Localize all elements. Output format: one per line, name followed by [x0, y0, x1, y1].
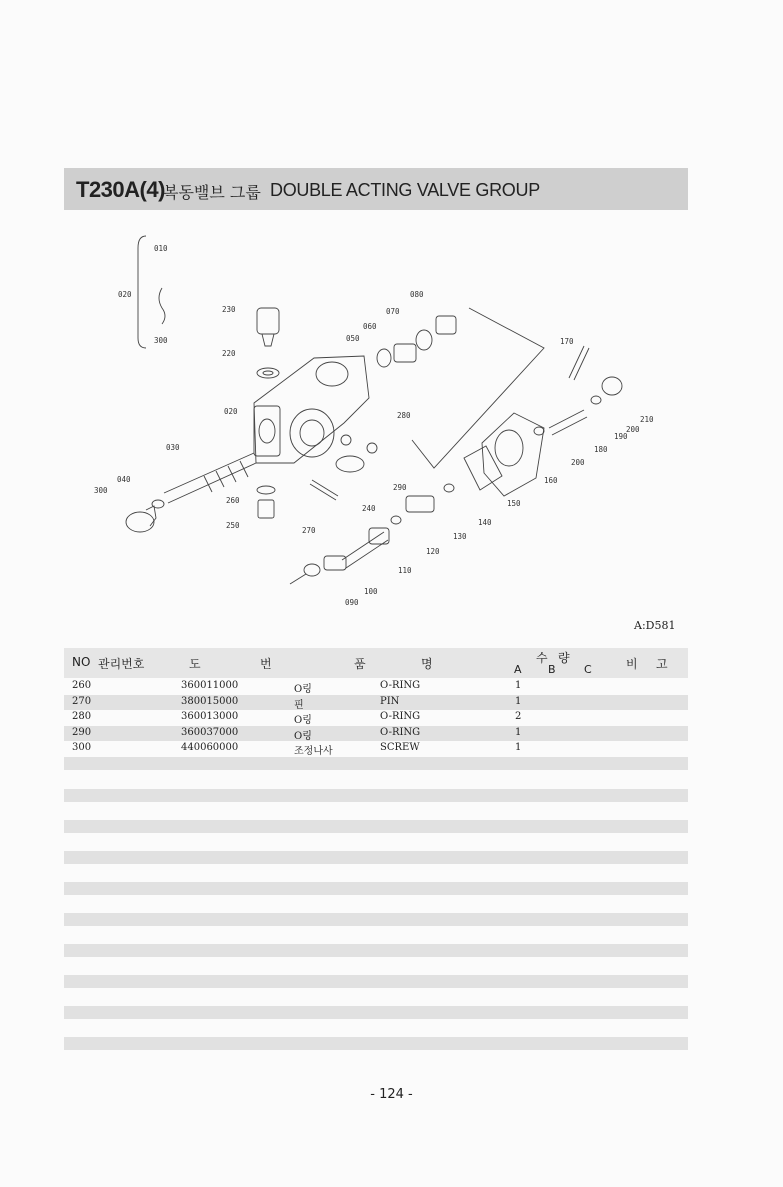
- callout-label: 180: [594, 445, 608, 454]
- cell-qty-a: 1: [515, 680, 522, 691]
- cell-no: 300: [72, 742, 92, 753]
- header-mgmt-no: 관리번호: [98, 657, 145, 671]
- exploded-parts-diagram: [84, 228, 684, 618]
- cell-no: 260: [72, 680, 92, 691]
- cell-name-kr: 핀: [294, 699, 304, 711]
- cell-qty-a: 1: [515, 695, 522, 707]
- callout-label: 190: [614, 432, 628, 441]
- callout-label: 030: [166, 443, 180, 452]
- table-row: [64, 726, 688, 742]
- callout-label: 260: [226, 496, 240, 505]
- callout-label: 020: [224, 407, 238, 416]
- cell-name-en: PIN: [380, 695, 400, 707]
- cell-drawing: 360011000: [181, 680, 239, 691]
- callout-label: 040: [117, 475, 131, 484]
- callout-label: 270: [302, 526, 316, 535]
- cell-no: 280: [72, 711, 92, 722]
- callout-label: 100: [364, 587, 378, 596]
- cell-name-kr: O링: [294, 715, 312, 726]
- cell-name-en: SCREW: [380, 742, 420, 753]
- callout-label: 200: [626, 425, 640, 434]
- callout-label: 170: [560, 337, 574, 346]
- empty-row-stripe: [64, 944, 688, 957]
- header-qty-c: C: [584, 663, 592, 676]
- empty-row-stripe: [64, 1037, 688, 1050]
- empty-row-stripe: [64, 975, 688, 988]
- header-drawing-1: 도: [189, 657, 201, 671]
- callout-label: 020: [118, 290, 132, 299]
- empty-row-stripe: [64, 1006, 688, 1019]
- section-title-english: DOUBLE ACTING VALVE GROUP: [270, 180, 540, 200]
- callout-label: 120: [426, 547, 440, 556]
- cell-qty-a: 1: [515, 726, 522, 738]
- callout-label: 050: [346, 334, 360, 343]
- drawing-reference: A:D581: [634, 619, 676, 632]
- section-code: T230A(4): [76, 177, 165, 202]
- cell-drawing: 360037000: [181, 726, 239, 738]
- cell-name-kr: O링: [294, 684, 312, 695]
- header-no: NO: [72, 655, 91, 669]
- table-row: [64, 710, 688, 726]
- section-title-korean: 복동밸브 그룹: [163, 183, 261, 202]
- page-number: - 124 -: [370, 1087, 413, 1102]
- callout-label: 250: [226, 521, 240, 530]
- cell-qty-a: 1: [515, 742, 522, 753]
- callout-label: 150: [507, 499, 521, 508]
- empty-row-stripe: [64, 913, 688, 926]
- cell-drawing: 360013000: [181, 711, 239, 722]
- empty-row-stripe: [64, 882, 688, 895]
- callout-label: 010: [154, 244, 168, 253]
- table-row: [64, 695, 688, 711]
- callout-label: 210: [640, 415, 654, 424]
- header-name-2: 명: [421, 657, 433, 671]
- callout-label: 160: [544, 476, 558, 485]
- callout-label: 230: [222, 305, 236, 314]
- callout-label: 130: [453, 532, 467, 541]
- cell-drawing: 380015000: [181, 695, 239, 707]
- callout-label: 140: [478, 518, 492, 527]
- parts-table-body: [64, 679, 688, 757]
- cell-name-en: O-RING: [380, 711, 421, 722]
- callout-label: 220: [222, 349, 236, 358]
- callout-label: 110: [398, 566, 412, 575]
- cell-name-kr: 조정나사: [294, 746, 333, 757]
- section-title-bar: [64, 168, 688, 210]
- callout-label: 060: [363, 322, 377, 331]
- callout-label: 070: [386, 307, 400, 316]
- cell-drawing: 440060000: [181, 742, 239, 753]
- empty-row-stripe: [64, 851, 688, 864]
- cell-no: 290: [72, 726, 92, 738]
- callout-label: 200: [571, 458, 585, 467]
- callout-label: 300: [94, 486, 108, 495]
- header-qty-2: 량: [558, 651, 570, 665]
- cell-name-en: O-RING: [380, 726, 421, 738]
- empty-row-stripe: [64, 789, 688, 802]
- callout-label: 290: [393, 483, 407, 492]
- callout-label: 080: [410, 290, 424, 299]
- callout-label: 300: [154, 336, 168, 345]
- callout-label: 240: [362, 504, 376, 513]
- header-qty-1: 수: [536, 651, 548, 665]
- cell-qty-a: 2: [515, 711, 522, 722]
- header-qty-b: B: [548, 663, 556, 676]
- header-remarks-1: 비: [626, 657, 638, 671]
- header-qty-a: A: [514, 663, 522, 676]
- cell-name-kr: O링: [294, 730, 312, 742]
- table-row: [64, 741, 688, 757]
- callout-label: 280: [397, 411, 411, 420]
- header-name-1: 품: [354, 657, 366, 671]
- header-drawing-2: 번: [260, 657, 272, 671]
- header-remarks-2: 고: [656, 657, 668, 671]
- callout-label: 090: [345, 598, 359, 607]
- empty-row-stripe: [64, 757, 688, 770]
- table-row: [64, 679, 688, 695]
- cell-no: 270: [72, 695, 92, 707]
- cell-name-en: O-RING: [380, 680, 421, 691]
- empty-row-stripe: [64, 820, 688, 833]
- parts-table-header: [64, 648, 688, 678]
